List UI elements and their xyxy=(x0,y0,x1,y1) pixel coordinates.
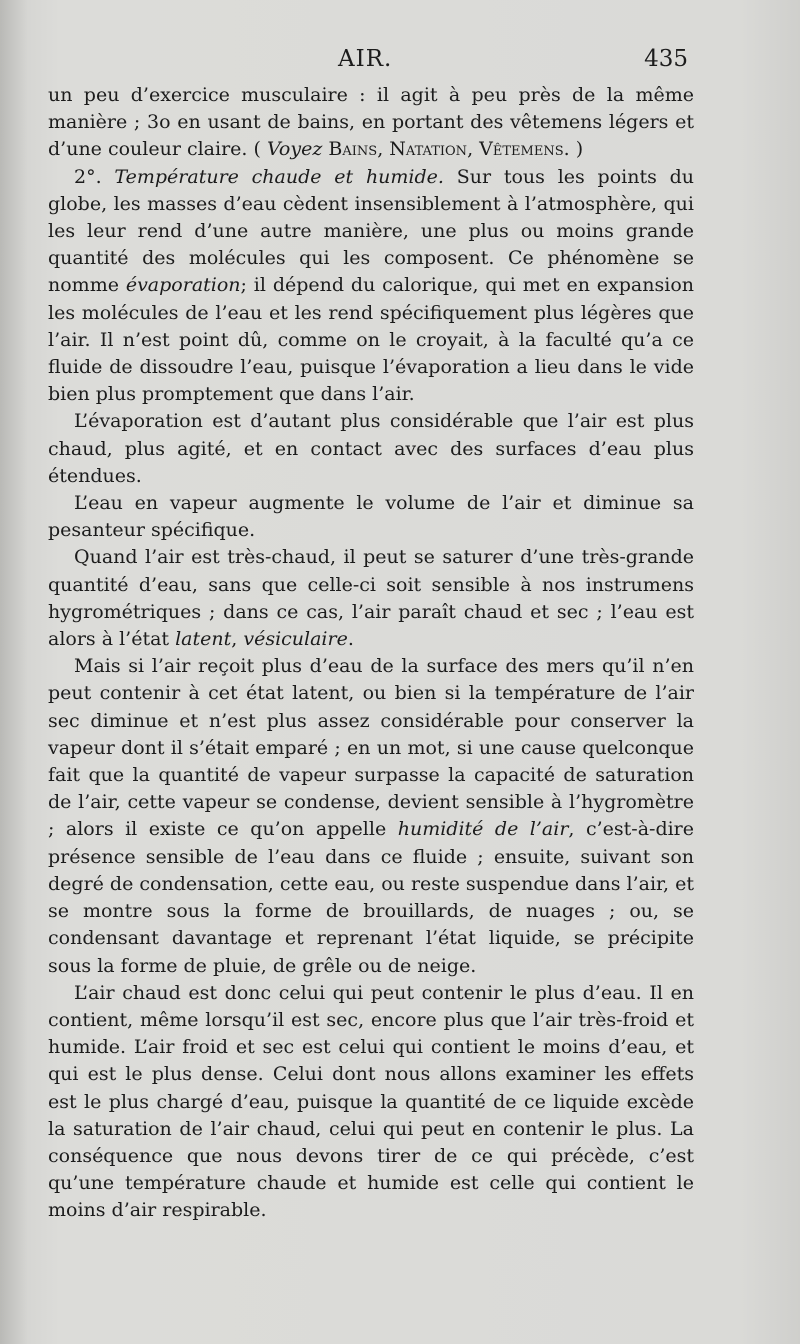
text-run: Quand l’air est très-chaud, il peut se saturer d’une très-grande quantité d’eau, sans que celle-ci soit sensible à nos instrumens hygrométriques ; dans ce cas, l’air paraît chaud et sec ; l’eau est alors à l’état xyxy=(48,546,694,651)
paragraph-2: L’évaporation est d’autant plus considérable que l’air est plus chaud, plus agité, et en contact avec des surfaces d’eau plus étendues. xyxy=(48,410,694,487)
body-text xyxy=(48,82,694,1225)
text-run: Mais si l’air reçoit plus d’eau de la surface des mers qu’il n’en peut contenir à cet état latent, ou bien si la température de l’air sec diminue et n’est plus assez considérable pour conserver la vapeur dont il s’était emparé ; en un mot, si une cause quelconque fait que la quantité de vapeur surpasse la capacité de saturation de l’air, cette vapeur se condense, devient sensible à l’hygromètre ; alors il existe ce qu’on appelle xyxy=(48,655,694,841)
text-run: , xyxy=(231,628,238,651)
running-title: AIR. xyxy=(338,46,393,72)
text-run: , xyxy=(377,138,384,161)
paragraph-4 xyxy=(48,544,694,653)
text-run: , xyxy=(467,138,474,161)
text-run: ; il dépend du calorique, qui met en expansion les molécules de l’eau et les rend spécifiquement plus légères que l’air. Il n’est point dû, comme on le croyait, à la faculté qu’a ce fluide de dissoudre l’eau, puisque l’évaporation a lieu dans le vide bien plus promptement que dans l’air. xyxy=(48,274,694,406)
paragraph-1 xyxy=(48,164,694,409)
cross-ref-natation: Natation xyxy=(389,138,468,161)
paragraph-3: L’eau en vapeur augmente le volume de l’air et diminue sa pesanteur spécifique. xyxy=(48,492,694,542)
text-run: . xyxy=(347,628,354,651)
italic-term-vesiculaire: vésiculaire xyxy=(243,628,348,651)
page-header xyxy=(48,46,688,80)
paragraph-0 xyxy=(48,82,694,164)
cross-ref-bains: Bains xyxy=(328,138,378,161)
text-run: un peu d’exercice musculaire : il agit à peu près de la même manière ; 3o en usant de bains, en portant des vêtemens légers et d’une couleur claire. ( xyxy=(48,84,694,161)
italic-term-latent: latent xyxy=(175,628,232,651)
page-number: 435 xyxy=(644,46,688,72)
text-run: . ) xyxy=(563,138,584,161)
italic-term-humidite: humidité de l’air xyxy=(397,818,569,841)
section-heading: Température chaude et humide. xyxy=(114,165,444,188)
paragraph-5 xyxy=(48,653,694,979)
cross-ref-vetemens: Vêtemens xyxy=(479,138,564,161)
paragraph-6: L’air chaud est donc celui qui peut contenir le plus d’eau. Il en contient, même lorsqu’il est sec, encore plus que l’air très-froid et humide. L’air froid et sec est celui qui contient le moins d’eau, et qui est le plus dense. Celui dont nous allons examiner les effets est le plus chargé d’eau, puisque la quantité de ce liquide excède la saturation de l’air chaud, celui qui peut en contenir le plus. La conséquence que nous devons tirer de ce qui précède, c’est qu’une température chaude et humide est celle qui contient le moins d’air respirable. xyxy=(48,981,694,1222)
italic-term-evaporation: évaporation xyxy=(125,274,241,297)
text-run: , c’est-à-dire présence sensible de l’eau dans ce fluide ; ensuite, suivant son degré de condensation, cette eau, ou reste suspendue dans l’air, et se montre sous la forme de brouillards, de nuages ; ou, se condensant davantage et reprenant l’état liquide, se précipite sous la forme de pluie, de grêle ou de neige. xyxy=(48,818,695,977)
text-run: Sur tous les points du globe, les masses d’eau cèdent insensiblement à l’atmosphère, qui les leur rend d’une autre manière, une plus ou moins grande quantité des molécules qui les composent. Ce phénomène se nomme xyxy=(48,165,695,297)
section-number: 2°. xyxy=(74,165,102,188)
italic-voyez: Voyez xyxy=(266,138,323,161)
